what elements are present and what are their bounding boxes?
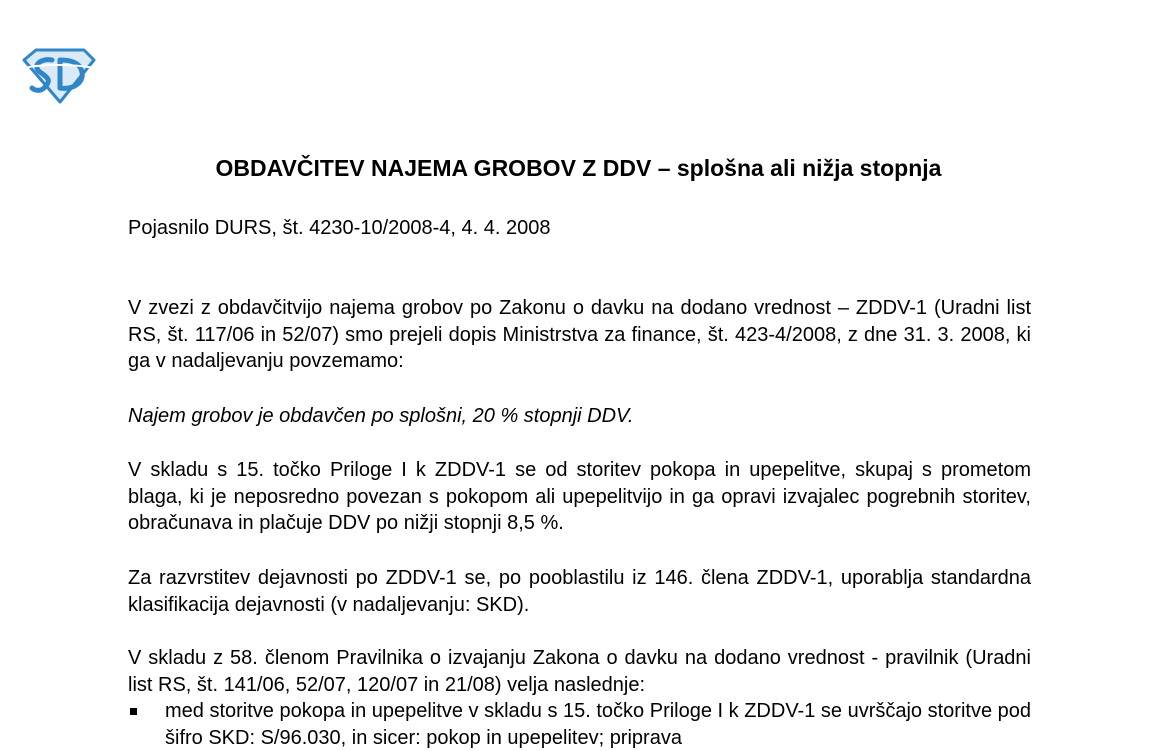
sd-logo-icon xyxy=(22,48,96,104)
document-list xyxy=(128,698,1031,751)
document-title: OBDAVČITEV NAJEMA GROBOV Z DDV – splošna ali nižja stopnja xyxy=(215,155,942,181)
paragraph-pravilnik: V skladu z 58. členom Pravilnika o izvajanju Zakona o davku na dodano vrednost - pravilnik (Uradni list RS, št. 141/06, 52/07, 120/07 in 21/08) velja naslednje: xyxy=(128,647,1031,696)
paragraph-intro: V zvezi z obdavčitvijo najema grobov po Zakonu o davku na dodano vrednost – ZDDV-1 (Uradni list RS, št. 117/06 in 52/07) smo prejeli dopis Ministrstva za finance, št. 423-4/2008, z dne 31. 3. 2008, ki ga v nadaljevanju povzemamo: xyxy=(128,297,1031,372)
paragraph-skladu-15: V skladu s 15. točko Priloge I k ZDDV-1 se od storitev pokopa in upepelitve, skupaj s prometom blaga, ki je neposredno povezan s pokopom ali upepelitvijo in ga opravi izvajalec pogrebnih storitev, obračunava in plačuje DDV po nižji stopnji 8,5 %. xyxy=(128,459,1031,534)
paragraph-statement: Najem grobov je obdavčen po splošni, 20 % stopnji DDV. xyxy=(128,405,634,427)
paragraph-skd: Za razvrstitev dejavnosti po ZDDV-1 se, po pooblastilu iz 146. člena ZDDV-1, uporablja standardna klasifikacija dejavnosti (v nadaljevanju: SKD). xyxy=(128,567,1031,616)
bullet-icon xyxy=(130,708,137,715)
list-item xyxy=(128,698,1031,751)
list-item-text: med storitve pokopa in upepelitve v skladu s 15. točko Priloge I k ZDDV-1 se uvrščajo storitve pod šifro SKD: S/96.030, in sicer: pokop in upepelitev; priprava xyxy=(165,700,1031,749)
document-subtitle: Pojasnilo DURS, št. 4230-10/2008-4, 4. 4. 2008 xyxy=(128,217,551,239)
